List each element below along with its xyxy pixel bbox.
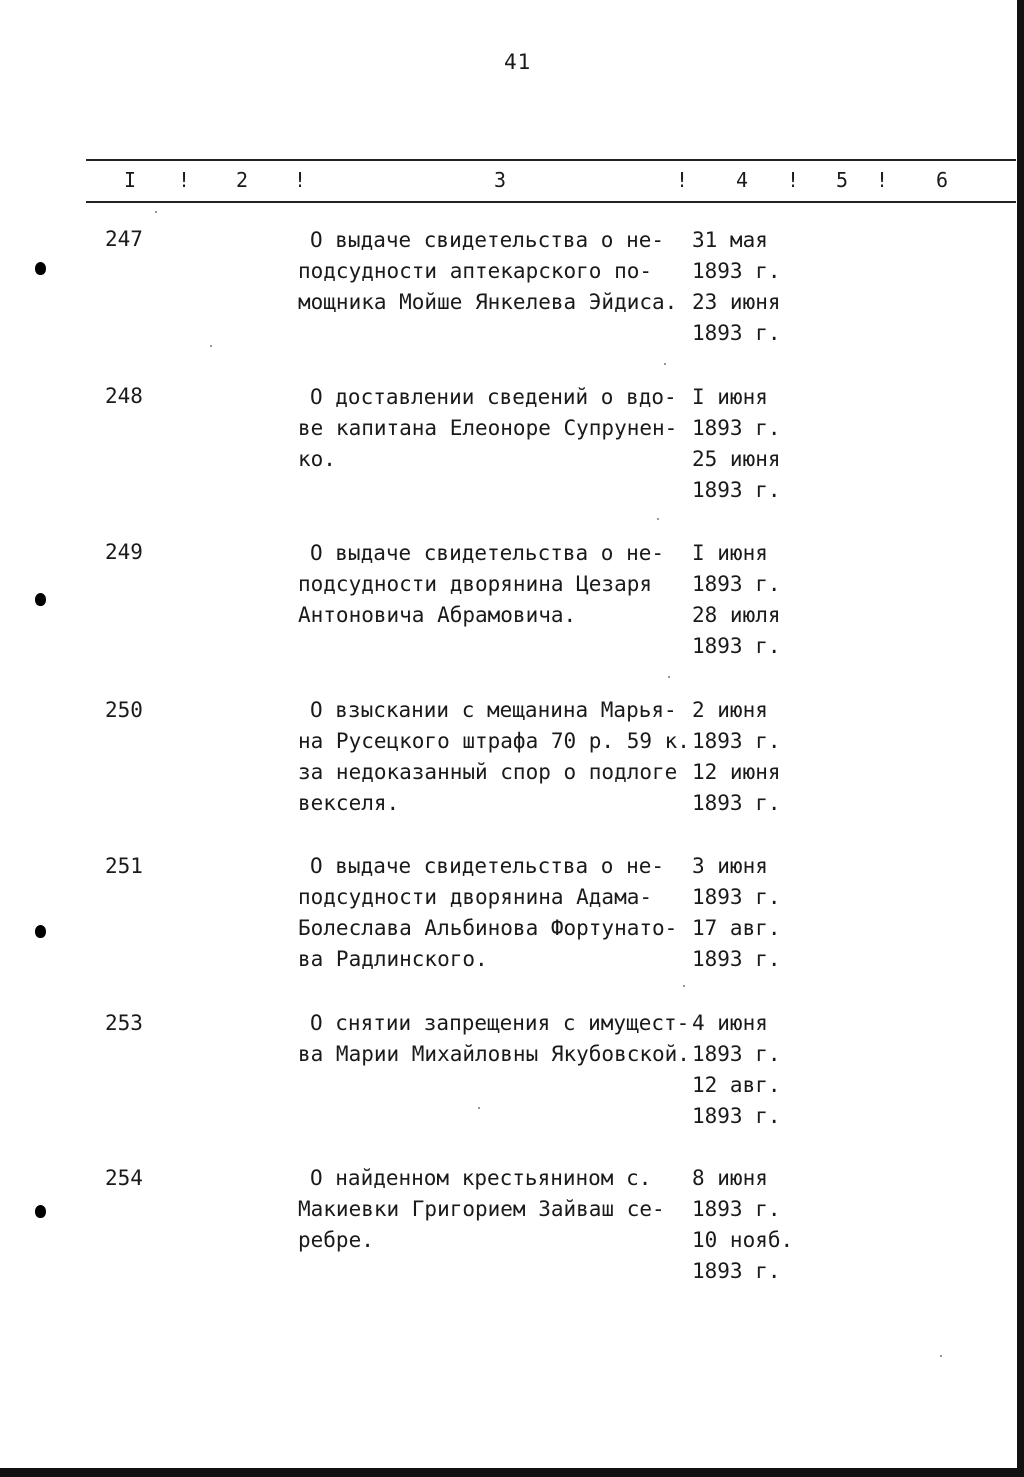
row-description-line: Макиевки Григорием Зайваш се- [298,1197,665,1221]
row-description-line: ва Радлинского. [298,947,488,971]
row-description-line: подсудности дворянина Адама- [298,885,653,909]
row-date-line: 2 июня [692,698,768,722]
row-description-line: подсудности дворянина Цезаря [298,572,653,596]
row-date-line: 1893 г. [692,1197,781,1221]
row-description-line: О выдаче свидетельства о не- [310,228,665,252]
row-date-line: 31 мая [692,228,768,252]
scan-speck [668,676,670,678]
row-date-line: 8 июня [692,1166,768,1190]
row-date-line: 12 июня [692,760,781,784]
column-header-4: 4 [736,168,749,192]
row-number: 249 [105,540,143,564]
column-header-2: 2 [236,168,249,192]
row-description-line: ко. [298,447,336,471]
row-date-line: 3 июня [692,854,768,878]
row-number: 251 [105,854,143,878]
column-separator: ! [876,168,889,192]
row-description-line: О выдаче свидетельства о не- [310,854,665,878]
column-separator: ! [178,168,191,192]
punch-hole-mark [35,1205,46,1218]
scan-speck [683,985,685,987]
column-header-1: I [124,168,137,192]
scan-speck [210,345,212,347]
column-separator: ! [676,168,689,192]
row-number: 248 [105,384,143,408]
row-description-line: О найденном крестьянином с. [310,1166,652,1190]
page-number: 41 [504,50,532,74]
row-description-line: векселя. [298,791,400,815]
column-separator: ! [787,168,800,192]
column-header-6: 6 [936,168,949,192]
row-date-line: 1893 г. [692,416,781,440]
row-date-line: 25 июня [692,447,781,471]
table-top-rule [86,159,1016,161]
row-date-line: 1893 г. [692,1042,781,1066]
row-date-line: 4 июня [692,1011,768,1035]
row-date-line: I июня [692,385,768,409]
row-description-line: подсудности аптекарского по- [298,259,653,283]
row-date-line: 1893 г. [692,259,781,283]
row-date-line: 1893 г. [692,791,781,815]
row-date-line: 17 авг. [692,916,781,940]
scan-edge-right [1017,0,1024,1477]
row-date-line: 28 июля [692,603,781,627]
row-date-line: 1893 г. [692,634,781,658]
row-date-line: 1893 г. [692,1259,781,1283]
scan-speck [664,363,666,365]
scan-edge-bottom [0,1468,1024,1477]
row-description-line: на Русецкого штрафа 70 р. 59 к. [298,729,690,753]
row-number: 253 [105,1011,143,1035]
row-description-line: О доставлении сведений о вдо- [310,385,677,409]
row-date-line: 23 июня [692,290,781,314]
scan-speck [657,518,659,520]
column-header-5: 5 [836,168,849,192]
column-separator: ! [294,168,307,192]
scan-speck [940,1355,942,1357]
row-date-line: I июня [692,541,768,565]
row-description-line: О выдаче свидетельства о не- [310,541,665,565]
table-header-rule [86,201,1016,203]
row-description-line: Антоновича Абрамовича. [298,603,577,627]
row-date-line: 1893 г. [692,572,781,596]
punch-hole-mark [35,262,46,275]
row-number: 254 [105,1166,143,1190]
row-description-line: за недоказанный спор о подлоге [298,760,678,784]
row-date-line: 1893 г. [692,321,781,345]
row-date-line: 1893 г. [692,478,781,502]
row-description-line: ребре. [298,1228,374,1252]
row-description-line: ва Марии Михайловны Якубовской. [298,1042,690,1066]
row-description-line: О снятии запрещения с имущест- [310,1011,690,1035]
row-date-line: 1893 г. [692,947,781,971]
punch-hole-mark [35,593,46,606]
row-description-line: Болеслава Альбинова Фортунато- [298,916,678,940]
row-date-line: 10 нояб. [692,1228,794,1252]
scan-speck [155,211,157,213]
row-date-line: 1893 г. [692,1104,781,1128]
column-header-3: 3 [494,168,507,192]
punch-hole-mark [35,925,46,938]
row-number: 247 [105,227,143,251]
row-date-line: 1893 г. [692,885,781,909]
row-number: 250 [105,698,143,722]
row-date-line: 12 авг. [692,1073,781,1097]
row-description-line: мощника Мойше Янкелева Эйдиса. [298,290,678,314]
row-description-line: О взыскании с мещанина Марья- [310,698,677,722]
scan-speck [478,1107,480,1109]
row-date-line: 1893 г. [692,729,781,753]
row-description-line: ве капитана Елеоноре Супрунен- [298,416,678,440]
